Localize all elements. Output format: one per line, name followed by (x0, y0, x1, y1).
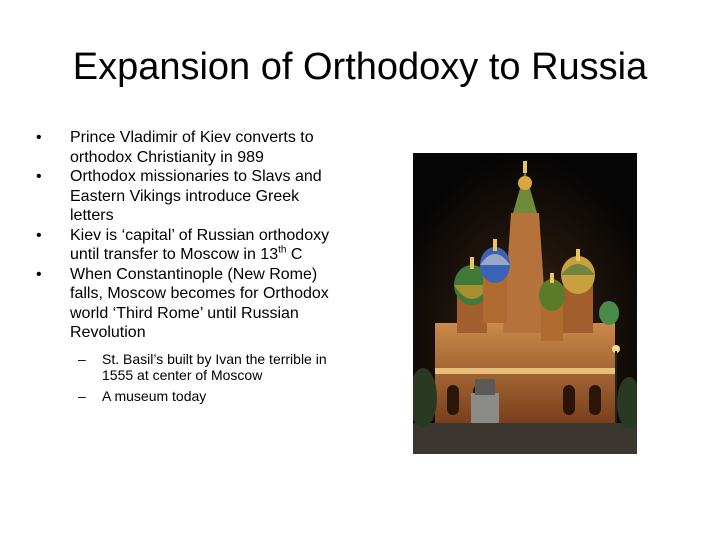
bullet-item (36, 226, 346, 265)
bullet-item: • Prince Vladimir of Kiev converts to orthodox Christianity in 989 (36, 128, 346, 167)
bullet-item: • Orthodox missionaries to Slavs and Eastern Vikings introduce Greek letters (36, 167, 346, 226)
bullet-item (36, 265, 346, 405)
cathedral-illustration (413, 153, 637, 454)
slide-title: Expansion of Orthodoxy to Russia (72, 46, 648, 88)
bullet-text: Kiev is ‘capital’ of Russian orthodoxy until transfer to Moscow in 13 (70, 226, 330, 263)
bullet-text: C (286, 246, 303, 263)
sub-bullet-item: – St. Basil’s built by Ivan the terrible in 1555 at center of Moscow (70, 351, 346, 384)
bullet-text: When Constantinople (New Rome) falls, Moscow becomes for Orthodox world ‘Third Rome’ until Russian Revolution (70, 265, 329, 341)
sub-bullet-item: – A museum today (70, 388, 346, 405)
bullet-list (36, 128, 346, 408)
sub-bullet-list (70, 351, 346, 405)
superscript: th (278, 244, 287, 256)
cathedral-photo (413, 153, 637, 454)
